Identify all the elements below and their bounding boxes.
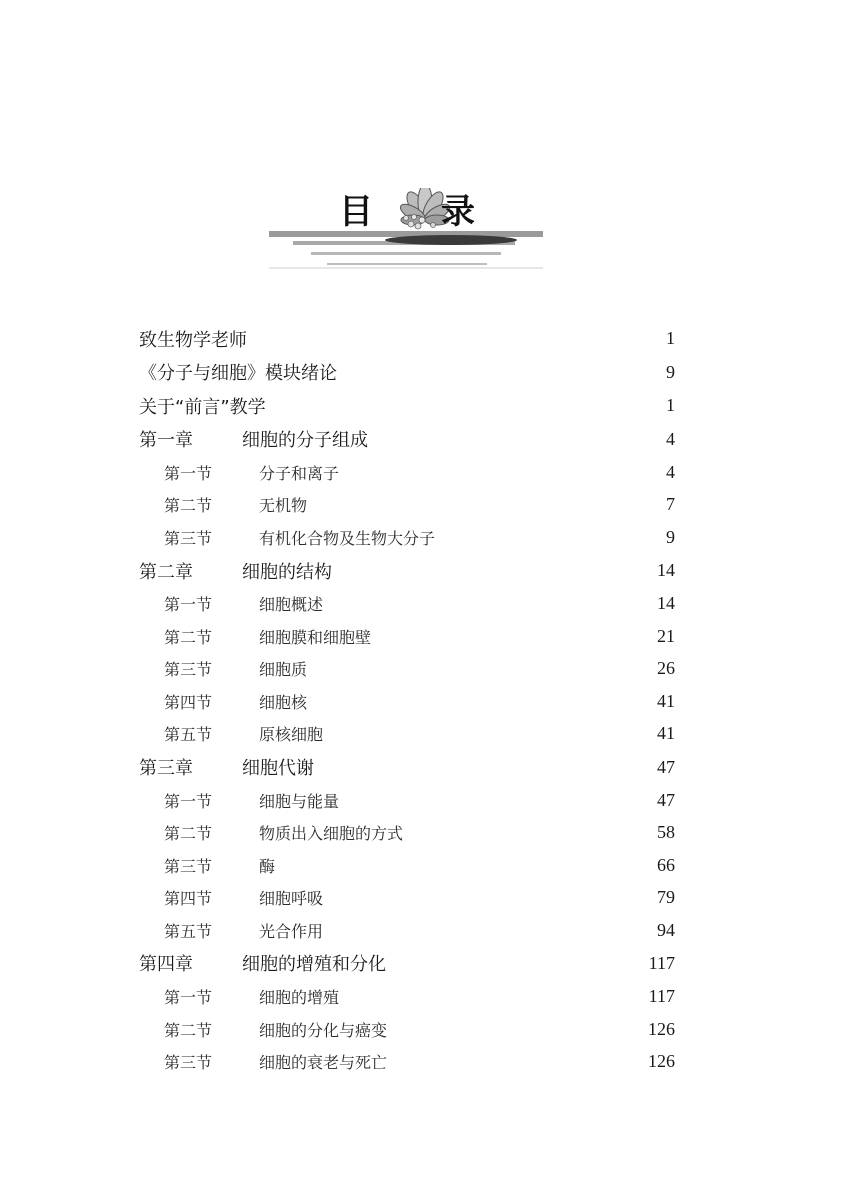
toc-section[interactable] [139,849,675,882]
page-number: 41 [657,690,675,711]
section-number: 第三节 [164,660,213,680]
section-title: 分子和离子 [259,463,340,483]
heading-char-2: 录 [441,192,475,232]
page-number: 47 [657,756,675,777]
heading-decoration [265,188,547,274]
page-number: 66 [657,854,675,875]
entry-title: 致生物学老师 [139,329,247,351]
section-title: 细胞呼吸 [259,889,324,909]
entry-title: 《分子与细胞》模块绪论 [139,363,337,385]
section-number: 第五节 [164,921,213,941]
page-number: 117 [648,952,675,973]
section-number: 第三节 [164,528,213,548]
section-number: 第三节 [164,856,213,876]
section-title: 细胞与能量 [259,791,340,811]
section-title: 细胞概述 [259,595,324,615]
page-number: 79 [657,887,675,908]
heading-bar-bottom [327,263,487,265]
section-title: 光合作用 [259,921,324,941]
section-title: 细胞的增殖 [259,988,340,1008]
toc-section[interactable] [139,685,675,718]
section-number: 第四节 [164,889,213,909]
page-number: 117 [648,986,675,1007]
toc-section[interactable] [139,914,675,947]
toc-section[interactable] [139,1013,675,1046]
page-number: 9 [666,526,675,547]
toc-entry-front-3[interactable] [139,389,675,423]
page-number: 94 [657,919,675,940]
section-number: 第一节 [164,463,213,483]
toc-section[interactable] [139,620,675,653]
section-title: 酶 [259,856,276,876]
page-number: 4 [666,428,675,449]
toc-entry-front-2[interactable] [139,356,675,390]
toc-section[interactable] [139,456,675,489]
chapter-number: 第一章 [139,430,193,452]
section-title: 细胞膜和细胞壁 [259,627,372,647]
toc-section[interactable] [139,489,675,522]
chapter-number: 第四章 [139,954,193,976]
chapter-number: 第二章 [139,561,193,583]
toc-heading [265,188,547,274]
toc-section[interactable] [139,816,675,849]
section-title: 原核细胞 [259,725,324,745]
page-number: 7 [666,494,675,515]
chapter-title: 细胞代谢 [242,758,314,779]
table-of-contents [139,322,675,1078]
toc-section[interactable] [139,882,675,915]
section-title: 细胞核 [259,692,308,712]
toc-section[interactable] [139,1045,675,1078]
toc-section[interactable] [139,784,675,817]
section-title: 细胞的分化与癌变 [259,1020,388,1040]
section-number: 第一节 [164,595,213,615]
section-number: 第四节 [164,692,213,712]
heading-char-1: 目 [339,192,373,232]
page-number: 14 [657,593,675,614]
chapter-title: 细胞的增殖和分化 [242,954,386,976]
section-title: 细胞的衰老与死亡 [259,1053,388,1073]
page-number: 41 [657,723,675,744]
chapter-title: 细胞的分子组成 [242,430,368,452]
toc-section[interactable] [139,521,675,554]
toc-section[interactable] [139,652,675,685]
toc-chapter-3[interactable] [139,750,675,784]
page-number: 4 [666,461,675,482]
toc-entry-front-1[interactable] [139,322,675,356]
section-title: 细胞质 [259,660,308,680]
page-number: 26 [657,658,675,679]
toc-section[interactable] [139,587,675,620]
section-number: 第二节 [164,824,213,844]
section-number: 第二节 [164,496,213,516]
section-number: 第二节 [164,627,213,647]
section-number: 第一节 [164,791,213,811]
toc-chapter-2[interactable] [139,554,675,588]
toc-section[interactable] [139,980,675,1013]
section-title: 有机化合物及生物大分子 [259,528,436,548]
page-number: 126 [648,1018,675,1039]
toc-section[interactable] [139,718,675,751]
page-number: 21 [657,625,675,646]
page-number: 9 [666,361,675,382]
entry-title: 关于“前言”教学 [139,396,266,418]
page-number: 47 [657,789,675,810]
page-number: 14 [657,560,675,581]
page-number: 1 [666,395,675,416]
toc-chapter-1[interactable] [139,423,675,457]
page-number: 1 [666,328,675,349]
section-number: 第一节 [164,988,213,1008]
toc-chapter-4[interactable] [139,947,675,981]
section-number: 第五节 [164,725,213,745]
page-number: 58 [657,822,675,843]
section-number: 第二节 [164,1020,213,1040]
heading-shadow [385,235,517,245]
section-title: 无机物 [259,496,308,516]
heading-bar-top [269,231,543,237]
heading-bar-thin [311,252,501,255]
chapter-title: 细胞的结构 [242,561,332,583]
section-title: 物质出入细胞的方式 [259,824,404,844]
page-number: 126 [648,1051,675,1072]
chapter-number: 第三章 [139,758,193,779]
section-number: 第三节 [164,1053,213,1073]
